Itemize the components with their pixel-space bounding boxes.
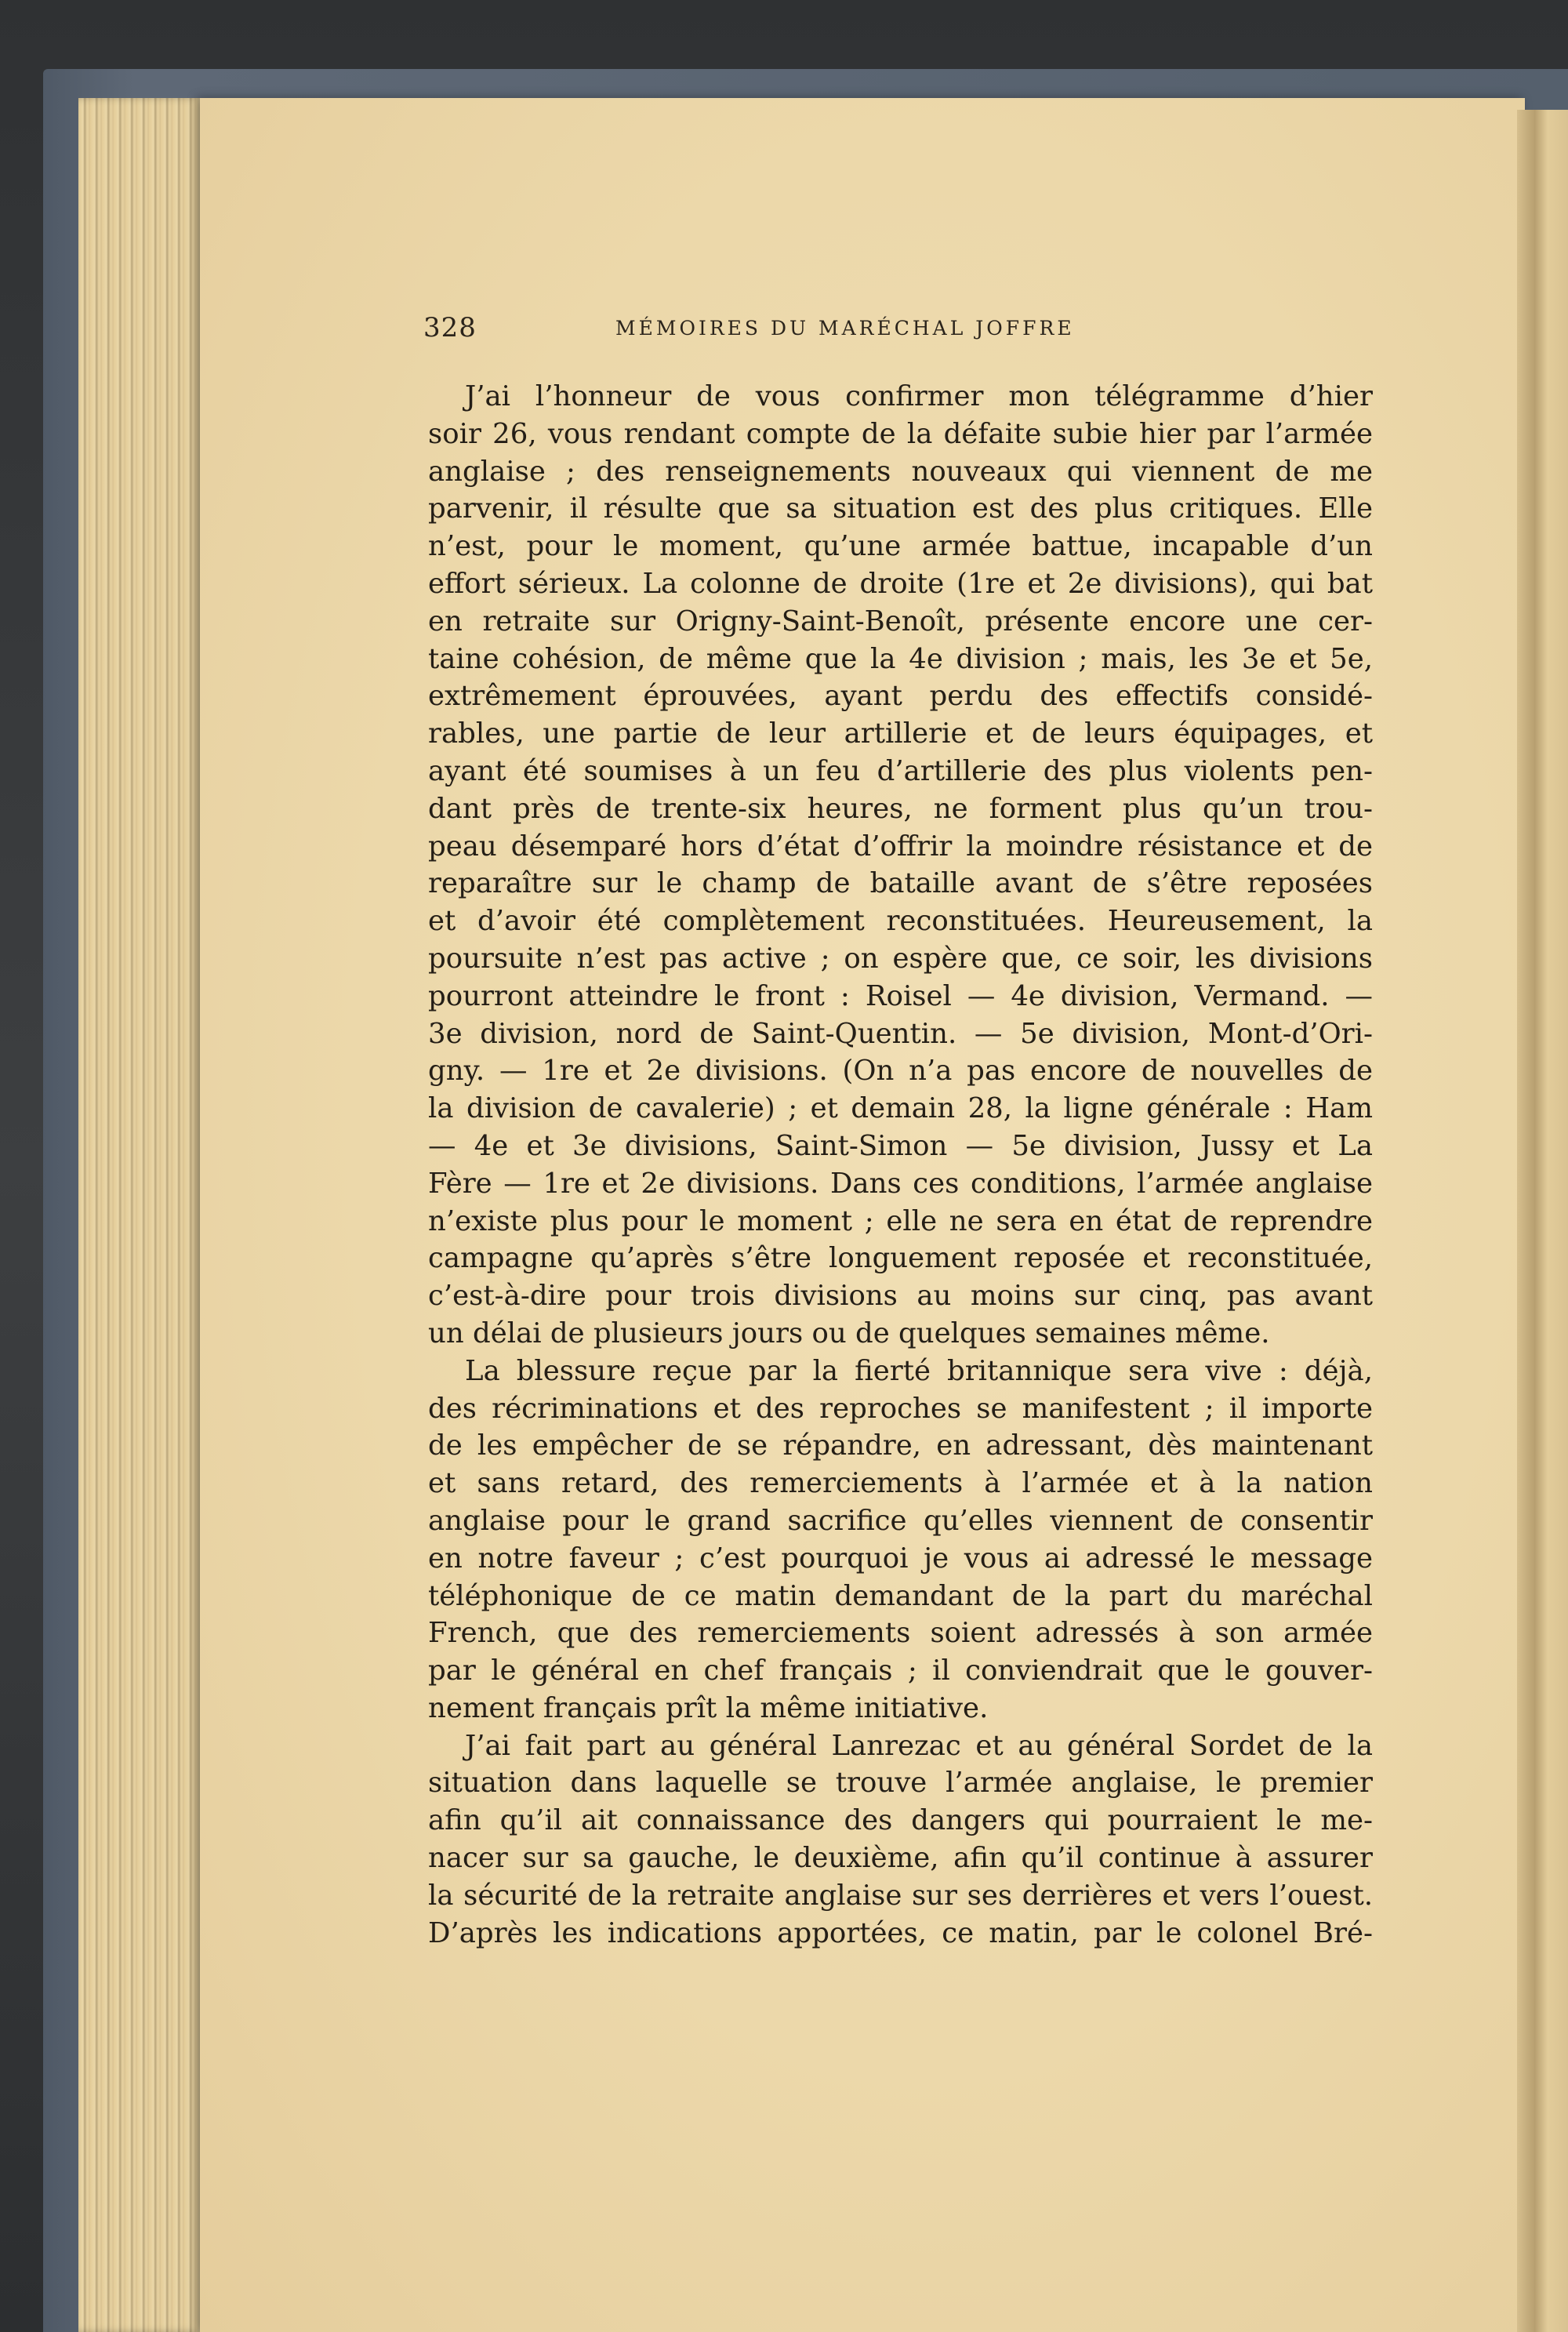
text-line: La blessure reçue par la fierté britannique sera vive : déjà,	[465, 1354, 1373, 1387]
text-line: par le général en chef français ; il conviendrait que le gouver-	[428, 1655, 1373, 1687]
text-line: et d’avoir été complètement reconstituées. Heureusement, la	[428, 905, 1373, 938]
text-line: peau désemparé hors d’état d’offrir la moindre résistance et de	[428, 830, 1373, 863]
text-line: campagne qu’après s’être longuement reposée et reconstituée,	[428, 1242, 1373, 1275]
text-line: téléphonique de ce matin demandant de la part du maréchal	[428, 1579, 1373, 1612]
body-text	[428, 378, 1373, 1952]
text-line: soir 26, vous rendant compte de la défaite subie hier par l’armée	[428, 417, 1373, 450]
text-line: 3e division, nord de Saint-Quentin. — 5e division, Mont-d’Ori-	[428, 1017, 1373, 1050]
text-line: situation dans laquelle se trouve l’armée anglaise, le premier	[428, 1767, 1373, 1800]
text-line: Fère — 1re et 2e divisions. Dans ces conditions, l’armée anglaise	[428, 1167, 1373, 1200]
text-line: la division de cavalerie) ; et demain 28, la ligne générale : Ham	[428, 1092, 1373, 1125]
text-line: afin qu’il ait connaissance des dangers qui pourraient le me-	[428, 1804, 1373, 1837]
text-line: French, que des remerciements soient adressés à son armée	[428, 1617, 1373, 1650]
text-line: dant près de trente-six heures, ne forment plus qu’un trou-	[428, 792, 1373, 825]
text-line: taine cohésion, de même que la 4e division ; mais, les 3e et 5e,	[428, 642, 1373, 675]
text-line: gny. — 1re et 2e divisions. (On n’a pas encore de nouvelles de	[428, 1055, 1373, 1088]
text-line: n’existe plus pour le moment ; elle ne sera en état de reprendre	[428, 1204, 1373, 1237]
text-line: n’est, pour le moment, qu’une armée battue, incapable d’un	[428, 530, 1373, 563]
text-line: J’ai l’honneur de vous confirmer mon télégramme d’hier	[465, 380, 1373, 412]
text-line: D’après les indications apportées, ce matin, par le colonel Bré-	[428, 1916, 1373, 1949]
text-line: effort sérieux. La colonne de droite (1re et 2e divisions), qui bat	[428, 567, 1373, 600]
text-line: en notre faveur ; c’est pourquoi je vous ai adressé le message	[428, 1542, 1373, 1575]
text-line: poursuite n’est pas active ; on espère que, ce soir, les divisions	[428, 942, 1373, 975]
book-gutter	[1517, 110, 1568, 2332]
text-line: pourront atteindre le front : Roisel — 4e division, Vermand. —	[428, 979, 1373, 1012]
text-line: anglaise pour le grand sacrifice qu’elles viennent de consentir	[428, 1504, 1373, 1537]
text-line: en retraite sur Origny-Saint-Benoît, présente encore une cer-	[428, 605, 1373, 637]
page-number: 328	[423, 312, 477, 343]
book-title: MÉMOIRES DU MARÉCHAL JOFFRE	[615, 317, 1075, 340]
text-line: un délai de plusieurs jours ou de quelques semaines même.	[428, 1317, 1270, 1349]
text-line: des récriminations et des reproches se manifestent ; il importe	[428, 1392, 1373, 1425]
text-line: ayant été soumises à un feu d’artillerie des plus violents pen-	[428, 754, 1373, 787]
text-line: nacer sur sa gauche, le deuxième, afin qu’il continue à assurer	[428, 1842, 1373, 1875]
text-line: extrêmement éprouvées, ayant perdu des effectifs considé-	[428, 680, 1373, 713]
text-line: anglaise ; des renseignements nouveaux qui viennent de me	[428, 455, 1373, 488]
text-line: la sécurité de la retraite anglaise sur ses derrières et vers l’ouest.	[428, 1879, 1373, 1912]
text-line: nement français prît la même initiative.	[428, 1691, 989, 1724]
running-head	[423, 312, 1376, 351]
text-line: parvenir, il résulte que sa situation est des plus critiques. Elle	[428, 492, 1373, 525]
text-line: reparaître sur le champ de bataille avant de s’être reposées	[428, 867, 1373, 900]
text-line: c’est-à-dire pour trois divisions au moins sur cinq, pas avant	[428, 1280, 1373, 1313]
text-line: J’ai fait part au général Lanrezac et au général Sordet de la	[465, 1729, 1373, 1762]
text-line: et sans retard, des remerciements à l’armée et à la nation	[428, 1467, 1373, 1500]
text-line: de les empêcher de se répandre, en adressant, dès maintenant	[428, 1429, 1373, 1462]
page-edges	[78, 98, 204, 2332]
text-line: — 4e et 3e divisions, Saint-Simon — 5e division, Jussy et La	[428, 1129, 1373, 1162]
text-line: rables, une partie de leur artillerie et de leurs équipages, et	[428, 717, 1373, 750]
